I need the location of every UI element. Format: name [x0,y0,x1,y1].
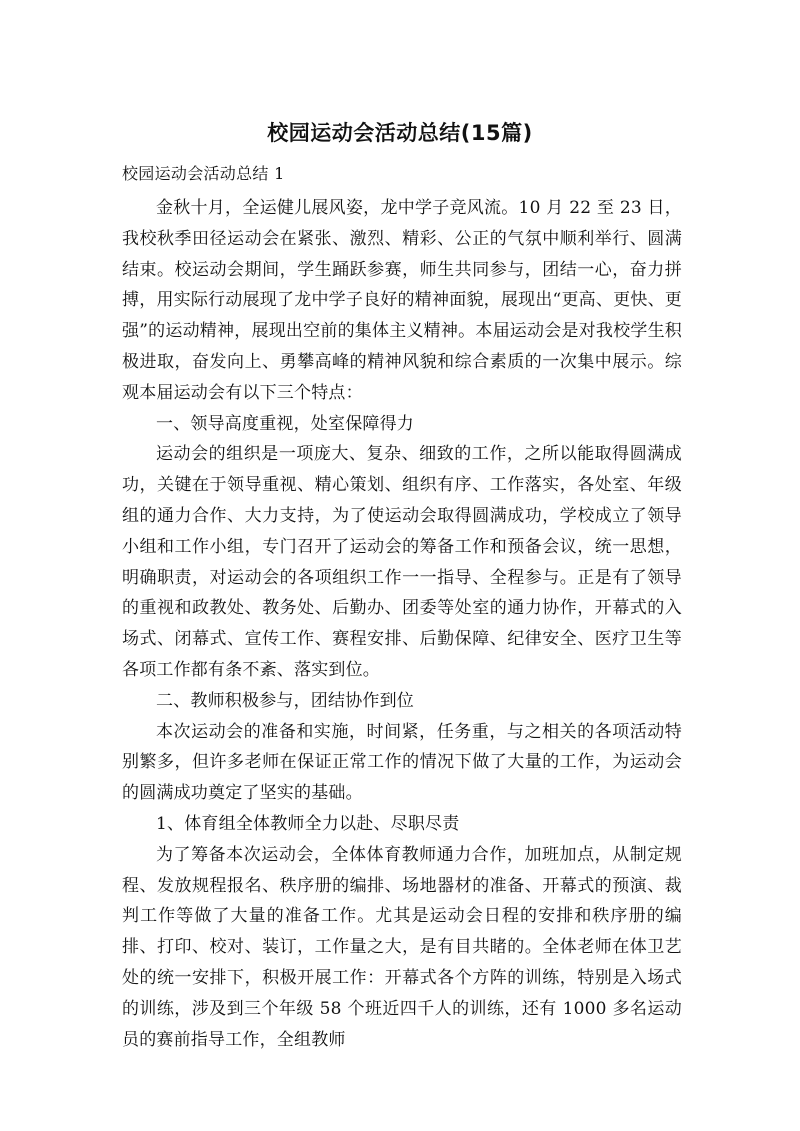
paragraph-pe-group: 为了筹备本次运动会，全体体育教师通力合作，加班加点，从制定规程、发放规程报名、秩序册的编排、场地器材的准备、开幕式的预演、裁判工作等做了大量的准备工作。尤其是运动会日程的安排和秩序册的编排、打印、校对、装订，工作量之大，是有目共睹的。全体老师在体卫艺处的统一安排下，积极开展工作：开幕式各个方阵的训练，特别是入场式的训练，涉及到三个年级 58 个班近四千人的训练，还有 1000 多名运动员的赛前指导工作，全组教师 [122,844,682,1050]
section-heading-teachers: 二、教师积极参与，团结协作到位 [156,690,414,711]
paragraph-intro: 金秋十月，全运健儿展风姿，龙中学子竞风流。10 月 22 至 23 日，我校秋季田径运动会在紧张、激烈、精彩、公正的气氛中顺利举行、圆满结束。校运动会期间，学生踊跃参赛，师生共同参与，团结一心，奋力拼搏，用实际行动展现了龙中学子良好的精神面貌，展现出“更高、更快、更强”的运动精神，展现出空前的集体主义精神。本届运动会是对我校学生积极进取，奋发向上、勇攀高峰的精神风貌和综合素质的一次集中展示。综观本届运动会有以下三个特点： [122,198,682,403]
section-heading-leadership: 一、领导高度重视，处室保障得力 [156,413,414,434]
section-subtitle: 校园运动会活动总结 1 [122,164,285,183]
document-body [122,193,682,1055]
paragraph-teachers: 本次运动会的准备和实施，时间紧，任务重，与之相关的各项活动特别繁多，但许多老师在保证正常工作的情况下做了大量的工作，为运动会的圆满成功奠定了坚实的基础。 [122,721,682,804]
document-title: 校园运动会活动总结(15篇) [267,121,533,145]
paragraph-leadership: 运动会的组织是一项庞大、复杂、细致的工作，之所以能取得圆满成功，关键在于领导重视、精心策划、组织有序、工作落实，各处室、年级组的通力合作、大力支持，为了使运动会取得圆满成功，学校成立了领导小组和工作小组，专门召开了运动会的筹备工作和预备会议，统一思想，明确职责，对运动会的各项组织工作一一指导、全程参与。正是有了领导的重视和政教处、教务处、后勤办、团委等处室的通力协作，开幕式的入场式、闭幕式、宣传工作、赛程安排、后勤保障、纪律安全、医疗卫生等各项工作都有条不紊、落实到位。 [122,444,682,680]
subsection-heading-pe-group: 1、体育组全体教师全力以赴、尽职尽责 [156,813,460,834]
